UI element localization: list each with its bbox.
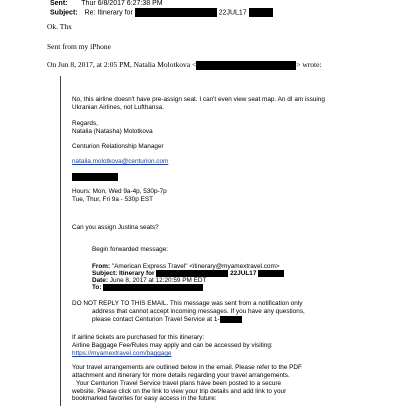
- redacted-phone: [72, 173, 118, 181]
- subject-row: [50, 8, 273, 17]
- fwd-subject-date: 22JUL17: [230, 270, 257, 278]
- redaction-box: [72, 173, 118, 181]
- reply-line-ok: Ok. Thx: [47, 22, 72, 31]
- sender-title: Centurion Relationship Manager: [72, 143, 164, 150]
- fwd-from-label: From:: [92, 263, 111, 270]
- arrangements-line-3: Your Centurion Travel Service travel plans have been posted to a secure: [76, 380, 282, 387]
- sent-value: Thur 6/8/2017 6:27:38 PM: [81, 0, 163, 7]
- reply-attribution: [47, 60, 322, 70]
- quoted-p1-line1: No, this airline doesn't have pre-assign seat. I can't even view seat map. An dI am issuing: [72, 96, 325, 103]
- redaction-box: [249, 8, 273, 17]
- subject-label: Subject:: [50, 9, 78, 17]
- subject-prefix: Re: Itinerary for: [84, 9, 133, 17]
- redaction-box: [258, 270, 284, 277]
- fwd-from-value: "American Express Travel" <itinerary@myamextravel.com>: [111, 263, 280, 270]
- baggage-link[interactable]: https://myamextravel.com/baggage: [72, 350, 172, 357]
- forwarded-label: Begin forwarded message:: [92, 246, 169, 253]
- baggage-line-2: Airline Baggage Fee/Rules may apply and can be accessed by visiting:: [72, 342, 273, 349]
- fwd-subject-label: Subject:: [92, 270, 118, 278]
- redaction-box: [156, 270, 228, 277]
- sent-label: Sent:: [50, 0, 68, 7]
- sent-row: [50, 0, 163, 7]
- arrangements-line-1: Your travel arrangements are outlined below in the email. Please refer to the PDF: [72, 364, 302, 371]
- arrangements-line-4: website. Please click on the link to view your trip details and add link to your: [72, 388, 287, 395]
- seat-question: Can you assign Justina seats?: [72, 224, 159, 231]
- notice-line-2: address that cannot accept incoming messages. If you have any questions,: [92, 308, 305, 315]
- fwd-date-value: June 8, 2017 at 12:20:59 PM EDT: [109, 277, 207, 284]
- notice-line-3: [92, 316, 242, 324]
- redaction-box: [135, 8, 217, 17]
- sender-name: Natalia (Natasha) Molotkova: [72, 128, 153, 135]
- redaction-box: [196, 61, 296, 70]
- fwd-to-label: To:: [92, 284, 102, 292]
- fwd-subject-value: Itinerary for: [119, 270, 155, 278]
- redaction-box: [103, 284, 203, 291]
- sender-email-link[interactable]: natalia.molotkova@centurion.com: [72, 158, 169, 165]
- arrangements-line-5: bookmarked favorites for easy access in the future:: [72, 395, 217, 402]
- quoted-p1-line2: Ukranian Airlines, not Lufthansa.: [72, 104, 165, 111]
- regards: Regards,: [72, 120, 98, 127]
- hours-line-1: Hours: Mon, Wed 9a-4p, 530p-7p: [72, 188, 167, 195]
- arrangements-line-2: attachment and itinerary for more details regarding your travel arrangements.: [72, 372, 290, 379]
- reply-signature: Sent from my iPhone: [47, 42, 111, 51]
- hours-line-2: Tue, Thur, Fri 9a - 530p EST: [72, 196, 153, 203]
- attribution-suffix: > wrote:: [296, 60, 322, 69]
- baggage-line-1: If airline tickets are purchased for this itinerary:: [72, 334, 205, 341]
- subject-suffix: 22JUL17: [218, 9, 247, 17]
- notice-line-1: DO NOT REPLY TO THIS EMAIL. This message was sent from a notification only: [72, 300, 303, 307]
- attribution-prefix: On Jun 8, 2017, at 2:05 PM, Natalia Molotkova <: [47, 60, 197, 69]
- redaction-box: [220, 316, 242, 323]
- notice-line-3-text: please contact Centurion Travel Service at 1-: [92, 316, 220, 324]
- fwd-date-label: Date:: [92, 277, 108, 284]
- fwd-to-row: [92, 284, 203, 292]
